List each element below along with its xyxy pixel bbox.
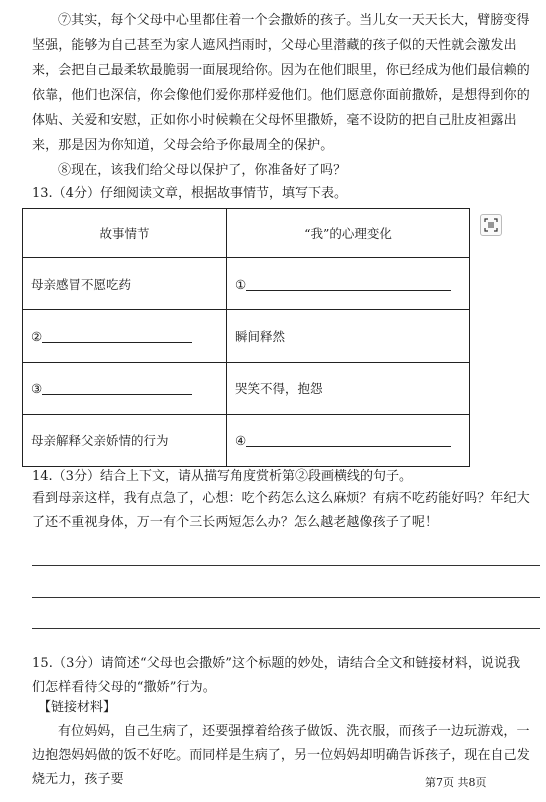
table-row bbox=[23, 414, 470, 466]
table-cell-plot[interactable] bbox=[23, 310, 227, 362]
answer-line[interactable] bbox=[32, 597, 540, 598]
table-cell-plot[interactable] bbox=[23, 362, 227, 414]
answer-marker: ③ bbox=[31, 381, 43, 397]
answer-marker: ② bbox=[31, 328, 43, 344]
table-cell-feeling: 瞬间释然 bbox=[227, 310, 470, 362]
answer-blank[interactable] bbox=[246, 432, 451, 447]
table-row bbox=[23, 362, 470, 414]
table-header-plot: 故事情节 bbox=[23, 209, 227, 258]
paragraph-7: ⑦其实，每个父母中心里都住着一个会撒娇的孩子。当儿女一天天长大，臂膀变得坚强，能够为自己甚至为家人遮风挡雨时，父母心里潜藏的孩子似的天性就会激发出来，会把自己最柔软最脆弱一面展现给你。因为在他们眼里，你已经成为他们最信赖的依靠，他们也深信，你会像他们爱你那样爱他们。他们愿意你面前撒娇，是想得到你的体贴、关爱和安慰，正如你小时候赖在父母怀里撒娇，毫不设防的把自己肚皮袒露出来，那是因为你知道，父母会给予你最周全的保护。 bbox=[32, 13, 530, 153]
answer-line[interactable] bbox=[32, 628, 540, 629]
story-table bbox=[22, 208, 470, 467]
table-cell-feeling[interactable] bbox=[227, 414, 470, 466]
table-cell-plot: 母亲解释父亲娇情的行为 bbox=[23, 414, 227, 466]
answer-marker: ④ bbox=[235, 433, 247, 449]
material-text: 有位妈妈，自己生病了，还要强撑着给孩子做饭、洗衣服，而孩子一边玩游戏，一边抱怨妈妈做的饭不好吃。而同样是生病了，另一位妈妈却明确告诉孩子，现在自己发烧无力，孩子要 bbox=[32, 724, 530, 787]
answer-blank[interactable] bbox=[246, 276, 451, 291]
table-row bbox=[23, 310, 470, 362]
answer-blank[interactable] bbox=[42, 380, 192, 395]
question-14-prompt: 14.（3分）结合上下文，请从描写角度赏析第②段画横线的句子。 bbox=[32, 469, 412, 484]
page-number: 第7页 共8页 bbox=[425, 776, 487, 789]
table-cell-plot: 母亲感冒不愿吃药 bbox=[23, 258, 227, 310]
answer-line[interactable] bbox=[32, 565, 540, 566]
table-row bbox=[23, 258, 470, 310]
table-cell-feeling[interactable] bbox=[227, 258, 470, 310]
answer-blank[interactable] bbox=[42, 328, 192, 343]
paragraph-8: ⑧现在，该我们给父母以保护了，你准备好了吗？ bbox=[58, 163, 347, 178]
scan-icon[interactable] bbox=[480, 214, 502, 236]
answer-marker: ① bbox=[235, 276, 247, 292]
table-header-feeling: “我”的心理变化 bbox=[227, 209, 470, 258]
question-13-prompt: 13.（4分）仔细阅读文章，根据故事情节，填写下表。 bbox=[32, 186, 347, 201]
material-title: 【链接材料】 bbox=[38, 700, 117, 715]
table-cell-feeling: 哭笑不得，抱怨 bbox=[227, 362, 470, 414]
question-14-quote: 看到母亲这样，我有点急了，心想：吃个药怎么这么麻烦？有病不吃药能好吗？年纪大了还不重视身体，万一有个三长两短怎么办？怎么越老越像孩子了呢！ bbox=[32, 491, 530, 530]
question-15-prompt: 15.（3分）请简述“父母也会撒娇”这个标题的妙处，请结合全文和链接材料，说说我们怎样看待父母的“撒娇”行为。 bbox=[32, 656, 521, 695]
table-header-row bbox=[23, 209, 470, 258]
